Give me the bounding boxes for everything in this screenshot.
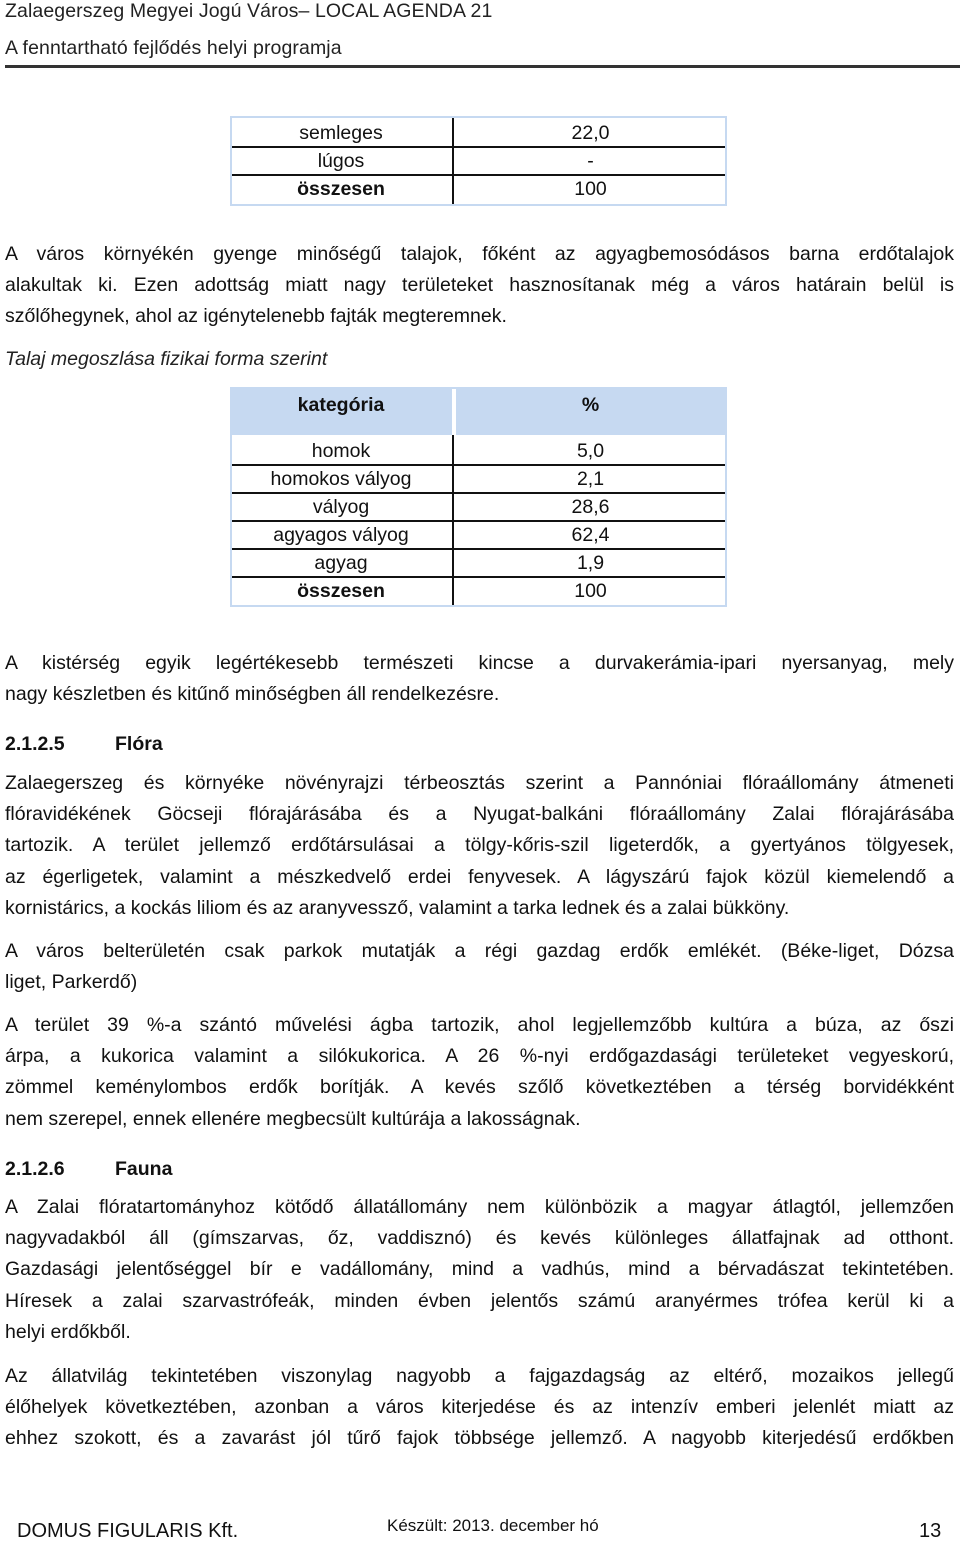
paragraph-fauna — [5, 1192, 954, 1348]
text-line: A város környékén gyenge minőségű talajok, főként az agyagbemosódásos barna erdőtalajok — [5, 243, 954, 265]
table-cell-label: összesen — [297, 178, 385, 200]
table-cell-label: homokos vályog — [270, 468, 412, 490]
table-cell-label: homok — [311, 440, 371, 462]
table-cell-label: agyag — [314, 552, 368, 574]
table-cell-value: 22,0 — [571, 122, 610, 144]
text-line: zömmel keménylombos erdők borítják. A kevés szőlő következtében a térség borvidékként — [5, 1076, 954, 1099]
table-cell-label: vályog — [312, 496, 370, 518]
text-line: A város belterületén csak parkok mutatják a régi gazdag erdők emlékét. (Béke-liget, Dózsa — [5, 940, 954, 962]
text-line: helyi erdőkből. — [5, 1320, 131, 1343]
text-line: Az állatvilág tekintetében viszonylag nagyobb a fajgazdagság az eltérő, mozaikos jellegű — [5, 1365, 954, 1387]
text-line: Híresek a zalai szarvastrófeák, minden évben jelentős számú aranyérmes trófea kerül ki a — [5, 1289, 954, 1312]
text-line: nem szerepel, ennek ellenére megbecsült kultúrája a lakosságnak. — [5, 1107, 581, 1130]
column-header-percent: % — [581, 394, 600, 416]
table-row — [230, 465, 727, 493]
paragraph-soil — [5, 239, 954, 333]
table-row — [230, 175, 727, 203]
table-cell-value: 2,1 — [576, 468, 605, 490]
text-line: nagy készletben és kitűnő minőségben áll rendelkezésre. — [5, 683, 500, 706]
section-title: Fauna — [115, 1158, 173, 1180]
table-cell-label: agyagos vályog — [273, 524, 409, 546]
text-line: A terület 39 %-a szántó művelési ágba tartozik, ahol legjellemzőbb kultúra a búza, az őszi — [5, 1014, 954, 1036]
table-row — [230, 549, 727, 577]
table-row — [230, 577, 727, 605]
table-cell-value: 62,4 — [571, 524, 610, 546]
table-cell-value: 5,0 — [576, 440, 605, 462]
text-line: flóravidékének Göcseji flórajárásába és a Nyugat-balkáni flóraállomány Zalai flórajárásába — [5, 803, 954, 826]
text-line: A Zalai flóratartományhoz kötődő állatállomány nem különbözik a magyar átlagtól, jellemzően — [5, 1196, 954, 1218]
text-line: liget, Parkerdő) — [5, 971, 138, 994]
table-cell-label: összesen — [297, 580, 385, 602]
section-heading-flora — [5, 733, 163, 756]
text-line: Gazdasági jelentőséggel bír e vadállomány, mind a vadhús, mind a bérvadászat tekintetében. — [5, 1258, 954, 1281]
text-line: árpa, a kukorica valamint a silókukorica. A 26 %-nyi erdőgazdasági területeket vegyeskorú, — [5, 1045, 954, 1068]
section-number: 2.1.2.5 — [5, 733, 65, 755]
table-row — [230, 437, 727, 465]
table-row — [230, 493, 727, 521]
table-cell-value: 28,6 — [571, 496, 610, 518]
table-row — [230, 119, 727, 147]
table-cell-label: lúgos — [317, 150, 365, 172]
text-line: Zalaegerszeg és környéke növényrajzi térbeosztás szerint a Pannóniai flóraállomány átmeneti — [5, 772, 954, 794]
text-line: kornistárics, a kockás liliom és az aranyvessző, valamint a tarka lednek és a zalai bükköny. — [5, 896, 790, 919]
page-number: 13 — [919, 1520, 942, 1542]
text-line: alakultak ki. Ezen adottság miatt nagy területeket hasznosítanak még a város határain belül is — [5, 274, 954, 297]
document-subtitle: A fenntartható fejlődés helyi programja — [5, 37, 342, 59]
table-cell-value: - — [587, 150, 594, 172]
column-header-category: kategória — [297, 394, 385, 416]
text-line: élőhelyek következtében, azonban a város kiterjedése és az intenzív emberi jelenlét miatt az — [5, 1396, 954, 1419]
text-line: szőlőhegynek, ahol az igénytelenebb fajták megteremnek. — [5, 305, 507, 328]
soil-texture-table — [230, 387, 727, 607]
table-row — [230, 147, 727, 175]
text-line: ehhez szokott, és a zavarást jól tűrő fajok többsége jellemző. A nagyobb kiterjedésű erdőkben — [5, 1427, 954, 1450]
paragraph-clay — [5, 648, 954, 710]
paragraph-agriculture — [5, 1010, 954, 1135]
text-line: A kistérség egyik legértékesebb természeti kincse a durvakerámia-ipari nyersanyag, mely — [5, 652, 954, 674]
document-title: Zalaegerszeg Megyei Jogú Város– LOCAL AGENDA 21 — [5, 0, 493, 22]
paragraph-flora — [5, 768, 954, 924]
section-number: 2.1.2.6 — [5, 1158, 65, 1180]
table-row — [230, 521, 727, 549]
paragraph-parks — [5, 936, 954, 998]
soil-ph-table — [230, 116, 727, 206]
table-cell-value: 100 — [574, 178, 607, 200]
table-header-row — [230, 389, 727, 435]
table-cell-value: 100 — [574, 580, 607, 602]
table-cell-label: semleges — [299, 122, 383, 144]
text-line: az égerligetek, valamint a mészkedvelő erdei fenyvesek. A lágyszárú fajok közül kiemelendő a — [5, 865, 954, 888]
table-caption: Talaj megoszlása fizikai forma szerint — [5, 348, 328, 370]
paragraph-wildlife — [5, 1361, 954, 1455]
footer-company: DOMUS FIGULARIS Kft. — [17, 1520, 239, 1542]
section-heading-fauna — [5, 1158, 172, 1181]
section-title: Flóra — [115, 733, 163, 755]
text-line: nagyvadakból áll (gímszarvas, őz, vaddisznó) és kevés különleges állatfajnak ad otthont. — [5, 1227, 954, 1250]
text-line: tartozik. A terület jellemző erdőtársulásai a tölgy-kőris-szil ligeterdők, a gyertyános tölgyesek, — [5, 834, 954, 857]
table-cell-value: 1,9 — [576, 552, 605, 574]
header-divider — [5, 65, 960, 68]
footer-date: Készült: 2013. december hó — [387, 1516, 599, 1535]
